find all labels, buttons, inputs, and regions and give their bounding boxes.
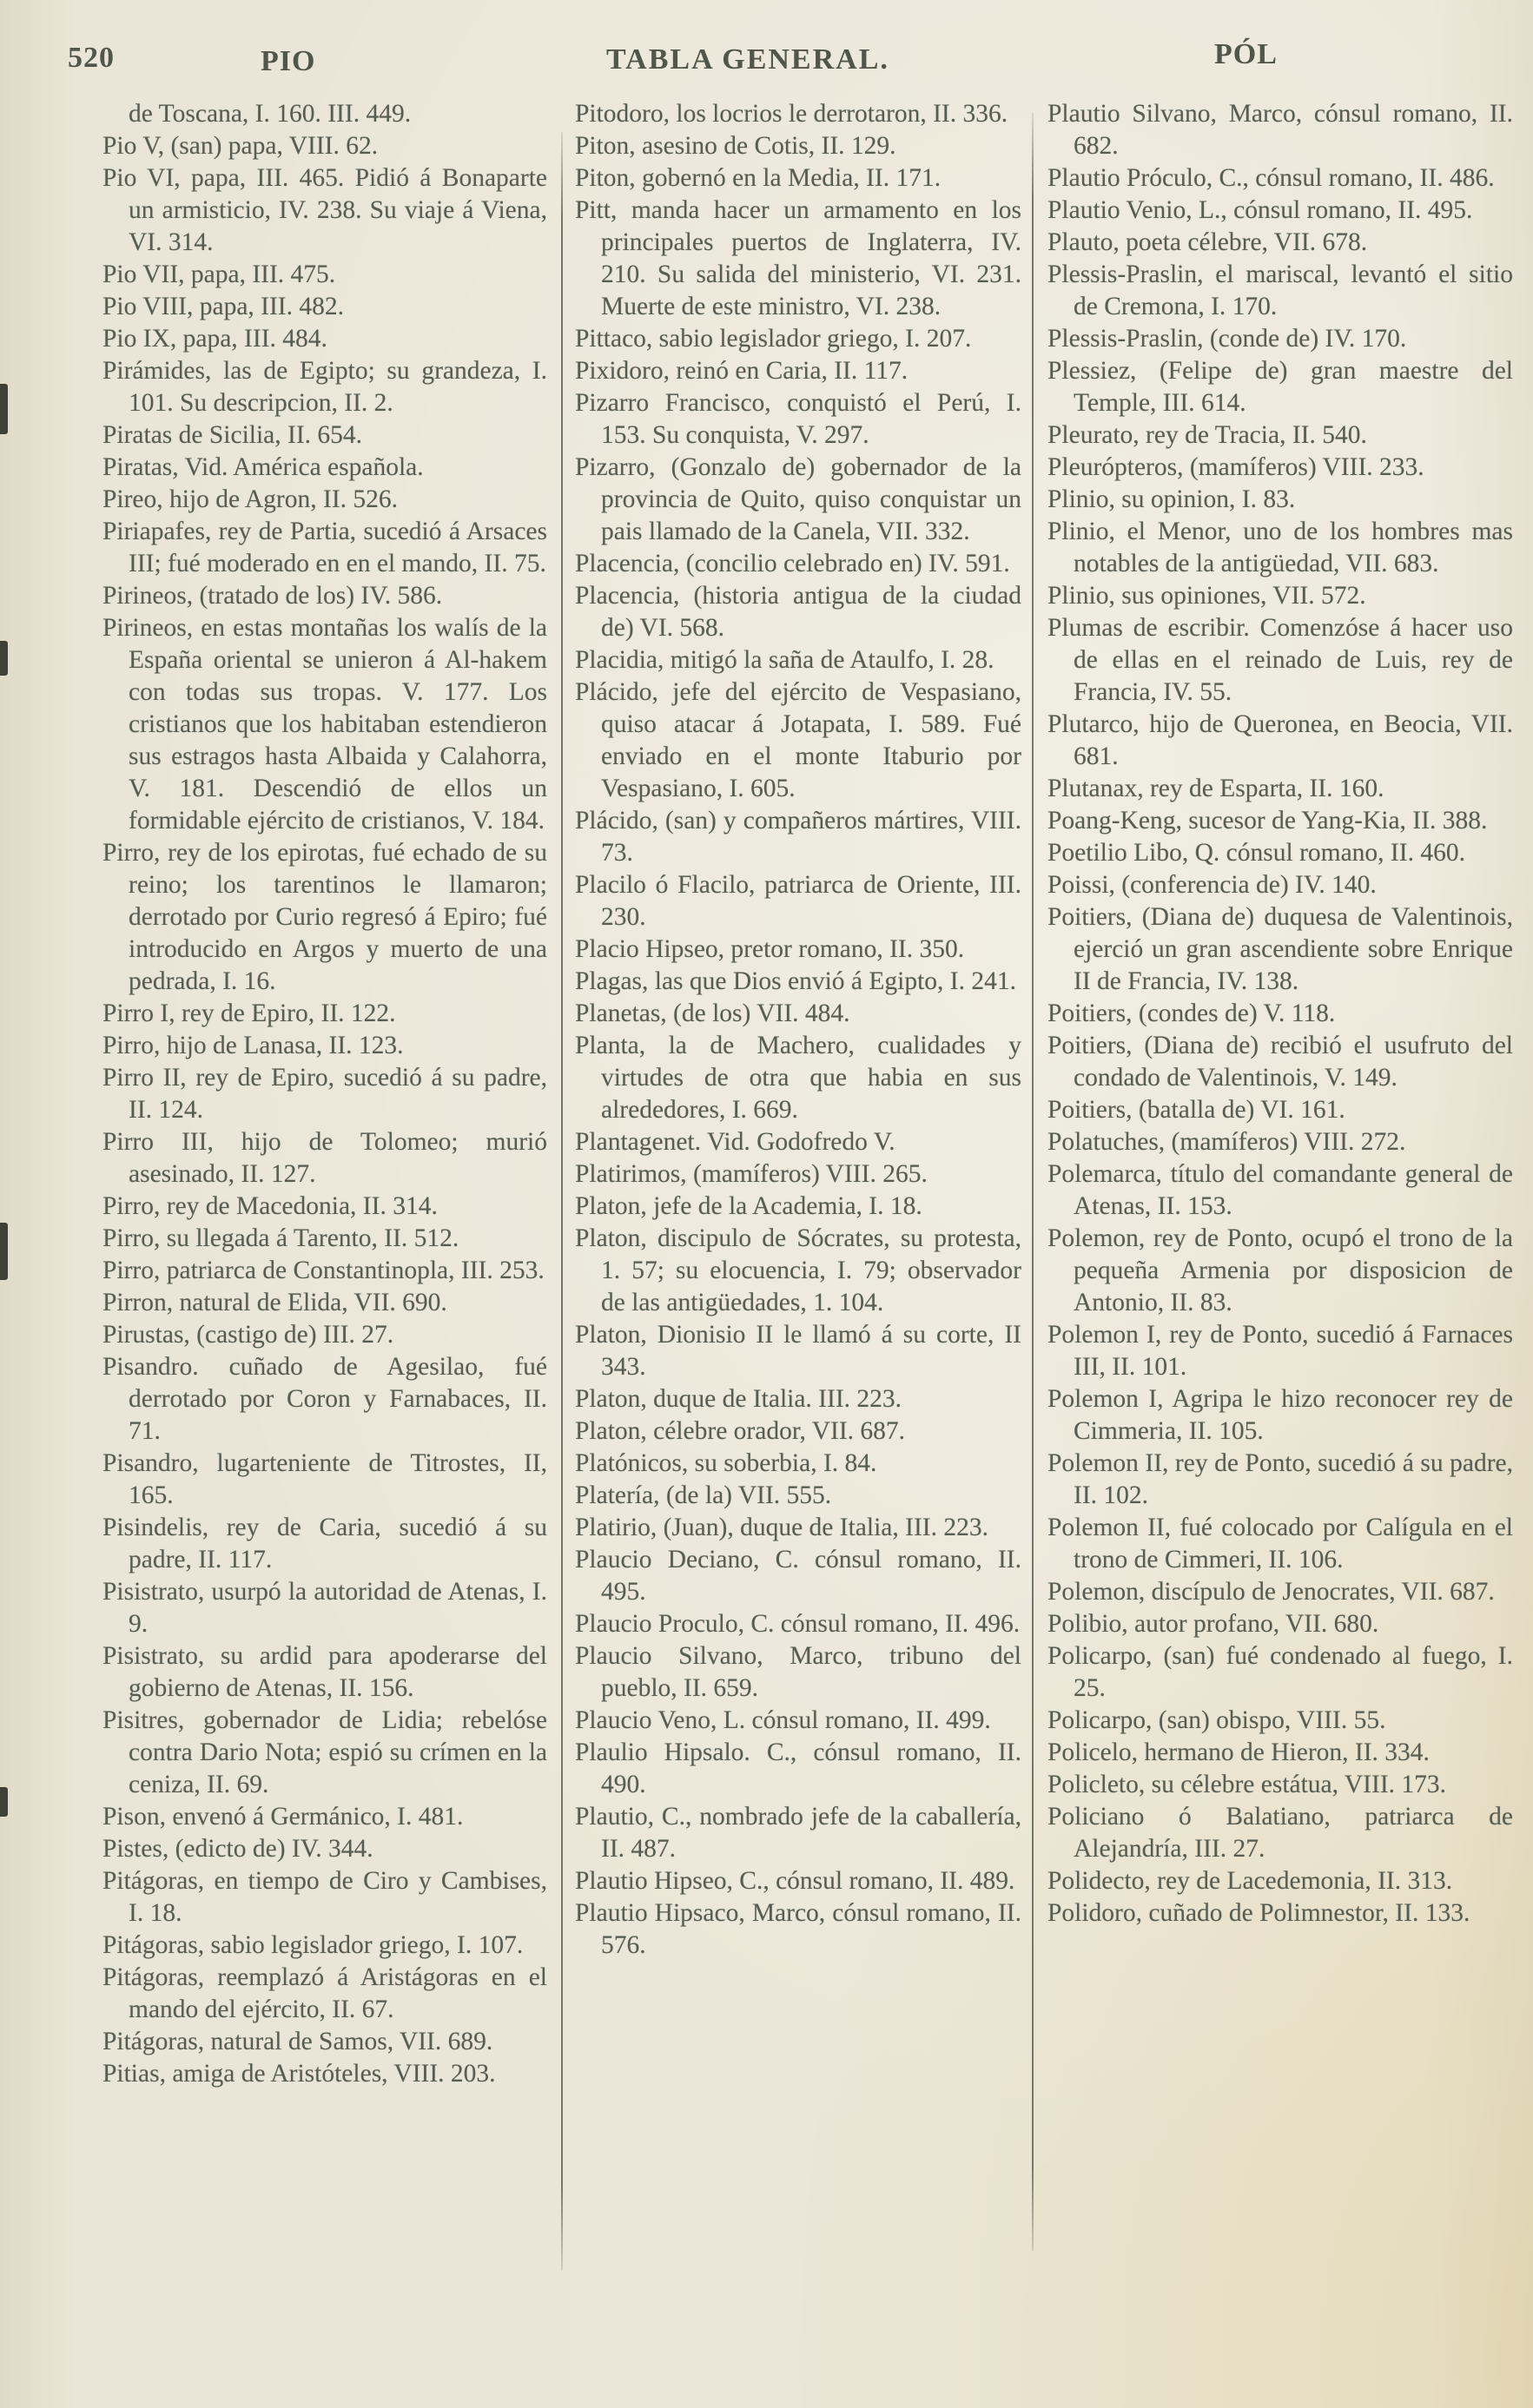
index-entry: Piratas de Sicilia, II. 654.: [102, 421, 363, 449]
index-entry: Pleurópteros, (mamíferos) VIII. 233.: [1047, 453, 1424, 481]
index-entry: Pirro III, hijo de Tolomeo; murió asesinado, II. 127.: [102, 1128, 547, 1188]
index-entry: Placencia, (concilio celebrado en) IV. 591.: [575, 550, 1010, 577]
column-divider: [561, 132, 563, 2270]
index-entry: Plaucio Silvano, Marco, tribuno del pueblo, II. 659.: [575, 1642, 1021, 1702]
index-entry: Plácido, (san) y compañeros mártires, VIII. 73.: [575, 807, 1021, 867]
index-entry: Pitt, manda hacer un armamento en los principales puertos de Inglaterra, IV. 210. Su salida del ministerio, VI. 231. Muerte de este ministro, VI. 238.: [575, 196, 1021, 320]
index-entry: Policelo, hermano de Hieron, II. 334.: [1047, 1738, 1430, 1766]
index-entry: Pio IX, papa, III. 484.: [102, 325, 327, 353]
index-entry: Piton, asesino de Cotis, II. 129.: [575, 132, 896, 160]
index-entry: Poitiers, (condes de) V. 118.: [1047, 999, 1336, 1027]
index-entry: Pio VI, papa, III. 465. Pidió á Bonaparte un armisticio, IV. 238. Su viaje á Viena, VI. 314.: [102, 164, 547, 256]
index-entry: Poitiers, (Diana de) recibió el usufruto del condado de Valentinois, V. 149.: [1047, 1032, 1513, 1092]
index-entry: Polatuches, (mamíferos) VIII. 272.: [1047, 1128, 1406, 1156]
index-entry: Pio V, (san) papa, VIII. 62.: [102, 132, 379, 160]
index-entry: Pistes, (edicto de) IV. 344.: [102, 1835, 373, 1863]
index-entry: Pirineos, (tratado de los) IV. 586.: [102, 582, 443, 610]
index-entry: Pisandro, lugarteniente de Titrostes, II, 165.: [102, 1449, 547, 1509]
index-entry: Poetilio Libo, Q. cónsul romano, II. 460.: [1047, 839, 1465, 867]
index-entry: Platónicos, su soberbia, I. 84.: [575, 1449, 877, 1477]
scan-artifact: [0, 1223, 8, 1280]
index-entry: Pirro, su llegada á Tarento, II. 512.: [102, 1224, 459, 1252]
index-entry: Placio Hipseo, pretor romano, II. 350.: [575, 935, 965, 963]
index-entry: Plauto, poeta célebre, VII. 678.: [1047, 228, 1368, 256]
index-entry: Polidecto, rey de Lacedemonia, II. 313.: [1047, 1867, 1453, 1895]
index-entry: Pisistrato, usurpó la autoridad de Atenas, I. 9.: [102, 1578, 547, 1638]
index-entry: Pisitres, gobernador de Lidia; rebelóse contra Dario Nota; espió su crímen en la ceniza, II. 69.: [102, 1706, 547, 1798]
index-entry: Platirio, (Juan), duque de Italia, III. 223.: [575, 1514, 988, 1541]
index-entry: Polemon II, rey de Ponto, sucedió á su padre, II. 102.: [1047, 1449, 1513, 1509]
index-entry: Poitiers, (Diana de) duquesa de Valentinois, ejerció un gran ascendiente sobre Enrique II de Francia, IV. 138.: [1047, 903, 1513, 995]
index-entry: Pio VIII, papa, III. 482.: [102, 293, 345, 320]
index-entry: Pisistrato, su ardid para apoderarse del gobierno de Atenas, II. 156.: [102, 1642, 547, 1702]
index-entry: Plinio, su opinion, I. 83.: [1047, 485, 1296, 513]
index-entry: Plautio Hipsaco, Marco, cónsul romano, II. 576.: [575, 1899, 1021, 1959]
index-entry: Pitágoras, reemplazó á Aristágoras en el mando del ejército, II. 67.: [102, 1963, 547, 2023]
index-entry: Policarpo, (san) fué condenado al fuego, I. 25.: [1047, 1642, 1513, 1702]
index-entry: Plumas de escribir. Comenzóse á hacer uso de ellas en el reinado de Luis, rey de Francia, IV. 55.: [1047, 614, 1513, 706]
index-entry: Pitias, amiga de Aristóteles, VIII. 203.: [102, 2060, 496, 2088]
index-entry: Platería, (de la) VII. 555.: [575, 1481, 832, 1509]
index-entry: Pirámides, las de Egipto; su grandeza, I. 101. Su descripcion, II. 2.: [102, 357, 547, 417]
index-entry: Pixidoro, reinó en Caria, II. 117.: [575, 357, 909, 385]
index-entry: Plautio Venio, L., cónsul romano, II. 495.: [1047, 196, 1473, 224]
index-entry: Piratas, Vid. América española.: [102, 453, 424, 481]
scan-artifact: [0, 1787, 8, 1817]
running-header: [0, 38, 1533, 85]
index-entry: Plaucio Deciano, C. cónsul romano, II. 495.: [575, 1546, 1021, 1606]
page-title: TABLA GENERAL.: [606, 43, 889, 76]
index-entry: Pirro, rey de Macedonia, II. 314.: [102, 1192, 438, 1220]
page-number: 520: [68, 42, 115, 74]
index-entry: Polemon, discípulo de Jenocrates, VII. 687.: [1047, 1578, 1495, 1606]
index-entry: Polemon, rey de Ponto, ocupó el trono de la pequeña Armenia por disposicion de Antonio, II. 83.: [1047, 1224, 1513, 1316]
index-entry: Plautio Silvano, Marco, cónsul romano, II. 682.: [1047, 100, 1513, 160]
index-entry: Pitágoras, en tiempo de Ciro y Cambises, I. 18.: [102, 1867, 547, 1927]
header-keyword-left: PIO: [261, 45, 316, 77]
index-entry: Polidoro, cuñado de Polimnestor, II. 133.: [1047, 1899, 1470, 1927]
index-entry: Platon, jefe de la Academia, I. 18.: [575, 1192, 922, 1220]
index-entry: Pisindelis, rey de Caria, sucedió á su padre, II. 117.: [102, 1514, 547, 1573]
index-entry: Pizarro, (Gonzalo de) gobernador de la provincia de Quito, quiso conquistar un pais llamado de la Canela, VII. 332.: [575, 453, 1021, 545]
index-entry: Plinio, sus opiniones, VII. 572.: [1047, 582, 1366, 610]
index-entry: Polibio, autor profano, VII. 680.: [1047, 1610, 1379, 1638]
index-entry: Pirro, patriarca de Constantinopla, III. 253.: [102, 1257, 545, 1284]
index-entry: Polemon II, fué colocado por Calígula en el trono de Cimmeri, II. 106.: [1047, 1514, 1513, 1573]
index-entry: Plutarco, hijo de Queronea, en Beocia, VII. 681.: [1047, 710, 1513, 770]
index-entry: Poitiers, (batalla de) VI. 161.: [1047, 1096, 1345, 1124]
index-entry: Polemon I, Agripa le hizo reconocer rey de Cimmeria, II. 105.: [1047, 1385, 1513, 1445]
index-column-1: [102, 98, 547, 2090]
index-column-2: [575, 98, 1021, 1962]
index-entry: Polemarca, título del comandante general de Atenas, II. 153.: [1047, 1160, 1513, 1220]
index-entry: Plagas, las que Dios envió á Egipto, I. 241.: [575, 967, 1016, 995]
index-entry: Policiano ó Balatiano, patriarca de Alejandría, III. 27.: [1047, 1803, 1513, 1863]
index-entry: Plautio Hipseo, C., cónsul romano, II. 489.: [575, 1867, 1015, 1895]
index-entry: Placidia, mitigó la saña de Ataulfo, I. 28.: [575, 646, 994, 674]
index-entry: Platon, discipulo de Sócrates, su protesta, 1. 57; su elocuencia, I. 79; observador de las antigüedades, 1. 104.: [575, 1224, 1021, 1316]
index-entry: Planetas, (de los) VII. 484.: [575, 999, 850, 1027]
index-entry: Platon, duque de Italia. III. 223.: [575, 1385, 902, 1413]
column-divider: [1032, 113, 1034, 2251]
index-entry: Pitágoras, sabio legislador griego, I. 107.: [102, 1931, 524, 1959]
index-entry: Platon, célebre orador, VII. 687.: [575, 1417, 906, 1445]
index-entry: Plessis-Praslin, (conde de) IV. 170.: [1047, 325, 1407, 353]
index-entry: Plinio, el Menor, uno de los hombres mas notables de la antigüedad, VII. 683.: [1047, 518, 1513, 577]
index-entry: Polemon I, rey de Ponto, sucedió á Farnaces III, II. 101.: [1047, 1321, 1513, 1381]
index-entry: Piton, gobernó en la Media, II. 171.: [575, 164, 942, 192]
index-entry: Plutanax, rey de Esparta, II. 160.: [1047, 775, 1384, 802]
index-entry: Plaucio Veno, L. cónsul romano, II. 499.: [575, 1706, 991, 1734]
index-entry: Pizarro Francisco, conquistó el Perú, I. 153. Su conquista, V. 297.: [575, 389, 1021, 449]
index-entry: Plessis-Praslin, el mariscal, levantó el sitio de Cremona, I. 170.: [1047, 261, 1513, 320]
index-entry: Plautio Próculo, C., cónsul romano, II. 486.: [1047, 164, 1495, 192]
index-column-3: [1047, 98, 1513, 1930]
index-entry: Plaucio Proculo, C. cónsul romano, II. 496.: [575, 1610, 1021, 1638]
index-entry: Pio VII, papa, III. 475.: [102, 261, 336, 288]
header-keyword-right: PÓL: [1214, 38, 1278, 70]
index-entry: Poang-Keng, sucesor de Yang-Kia, II. 388.: [1047, 807, 1488, 835]
index-entry: Pireo, hijo de Agron, II. 526.: [102, 485, 399, 513]
index-entry: Plessiez, (Felipe de) gran maestre del Temple, III. 614.: [1047, 357, 1513, 417]
index-entry: Planta, la de Machero, cualidades y virtudes de otra que habia en sus alrededores, I. 669.: [575, 1032, 1021, 1124]
index-entry: Pitágoras, natural de Samos, VII. 689.: [102, 2028, 493, 2055]
scan-artifact: [0, 641, 8, 676]
index-entry: de Toscana, I. 160. III. 449.: [129, 100, 412, 128]
index-entry: Pirro, hijo de Lanasa, II. 123.: [102, 1032, 404, 1059]
index-entry: Plautio, C., nombrado jefe de la caballería, II. 487.: [575, 1803, 1021, 1863]
index-entry: Policarpo, (san) obispo, VIII. 55.: [1047, 1706, 1386, 1734]
index-entry: Pitodoro, los locrios le derrotaron, II. 336.: [575, 100, 1008, 128]
index-entry: Placencia, (historia antigua de la ciudad de) VI. 568.: [575, 582, 1021, 642]
index-entry: Pisandro. cuñado de Agesilao, fué derrotado por Coron y Farnabaces, II. 71.: [102, 1353, 547, 1445]
scan-artifact: [0, 384, 8, 434]
index-entry: Platirimos, (mamíferos) VIII. 265.: [575, 1160, 928, 1188]
index-entry: Pison, envenó á Germánico, I. 481.: [102, 1803, 464, 1831]
index-entry: Pirron, natural de Elida, VII. 690.: [102, 1289, 447, 1316]
index-entry: Pirro I, rey de Epiro, II. 122.: [102, 999, 396, 1027]
index-entry: Pirustas, (castigo de) III. 27.: [102, 1321, 394, 1349]
index-entry: Pirro, rey de los epirotas, fué echado de su reino; los tarentinos le llamaron; derrotado por Curio regresó á Epiro; fué introducido en Argos y muerto de una pedrada, I. 16.: [102, 839, 547, 995]
index-entry: Piriapafes, rey de Partia, sucedió á Arsaces III; fué moderado en en el mando, II. 75.: [102, 518, 547, 577]
index-entry: Pirro II, rey de Epiro, sucedió á su padre, II. 124.: [102, 1064, 547, 1124]
index-entry: Pittaco, sabio legislador griego, I. 207.: [575, 325, 972, 353]
index-entry: Plaulio Hipsalo. C., cónsul romano, II. 490.: [575, 1738, 1021, 1798]
index-entry: Policleto, su célebre estátua, VIII. 173.: [1047, 1771, 1447, 1798]
index-entry: Platon, Dionisio II le llamó á su corte, II 343.: [575, 1321, 1021, 1381]
index-entry: Pleurato, rey de Tracia, II. 540.: [1047, 421, 1367, 449]
index-entry: Placilo ó Flacilo, patriarca de Oriente, III. 230.: [575, 871, 1021, 931]
index-entry: Plácido, jefe del ejército de Vespasiano, quiso atacar á Jotapata, I. 589. Fué enviado en el monte Itaburio por Vespasiano, I. 605.: [575, 678, 1021, 802]
index-entry: Pirineos, en estas montañas los walís de la España oriental se unieron á Al-hakem con todas sus tropas. V. 177. Los cristianos que los habitaban estendieron sus estragos hasta Albaida y Calahorra, V. 181. Descendió de ellos un formidable ejército de cristianos, V. 184.: [102, 614, 547, 835]
index-entry: Poissi, (conferencia de) IV. 140.: [1047, 871, 1377, 899]
index-entry: Plantagenet. Vid. Godofredo V.: [575, 1128, 895, 1156]
